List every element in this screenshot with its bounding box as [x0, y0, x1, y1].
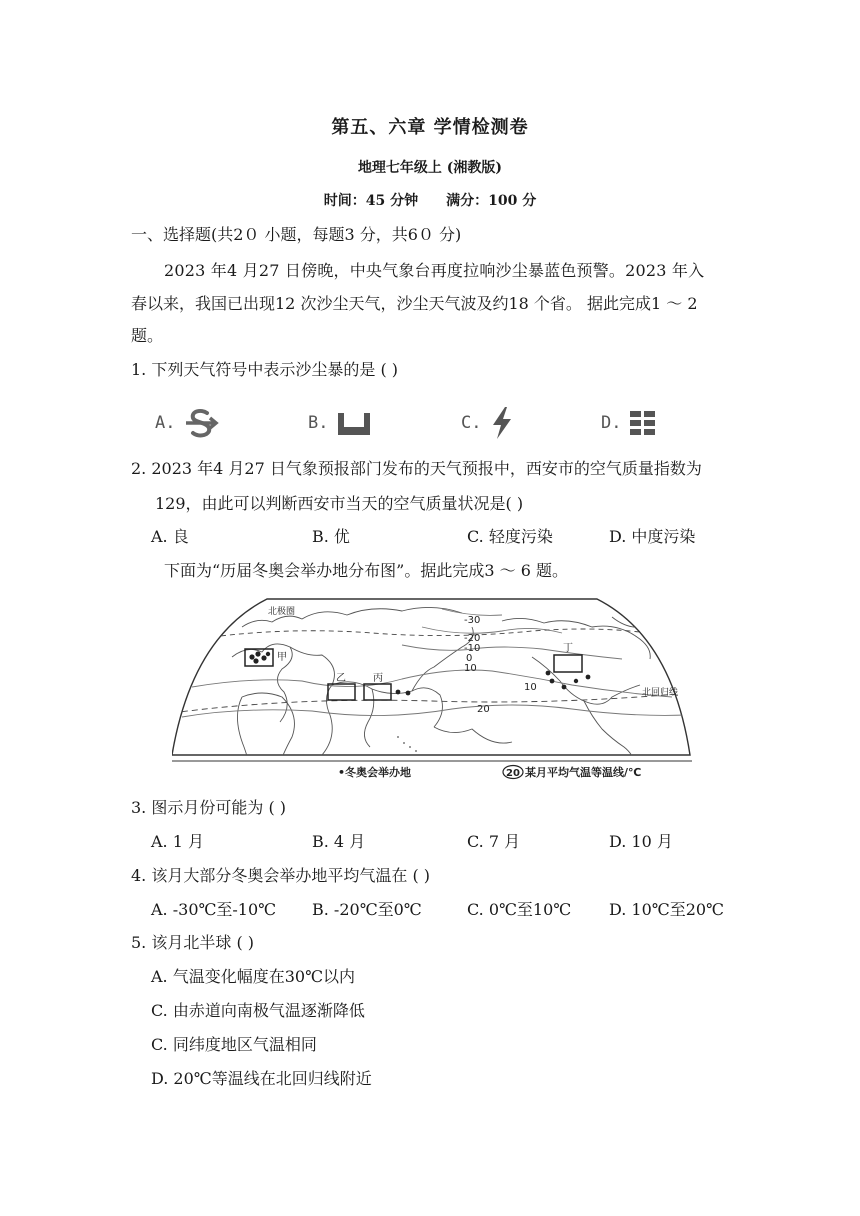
- option-c[interactable]: C. 同纬度地区气温相同: [151, 1035, 317, 1054]
- iso-label: 10: [524, 682, 537, 693]
- page-title: 第五、六章 学情检测卷: [331, 117, 529, 138]
- label-ding: 丁: [563, 643, 573, 654]
- option-c[interactable]: [461, 405, 515, 441]
- question-stem: 2. 2023 年4 月27 日气象预报部门发布的天气预报中，西安市的空气质量指数为: [131, 459, 702, 478]
- option-b[interactable]: C. 由赤道向南极气温逐渐降低: [151, 1001, 365, 1020]
- question-stem: 5. 该月北半球 ( ): [131, 933, 255, 952]
- iso-label: -20: [464, 633, 481, 644]
- arctic-label: 北极圈: [268, 607, 296, 617]
- passage-line: 题。: [131, 326, 164, 345]
- question-stem: 3. 图示月份可能为 ( ): [131, 798, 287, 817]
- option-d[interactable]: D. 20℃等温线在北回归线附近: [151, 1069, 372, 1088]
- iso-label: 0: [466, 653, 473, 664]
- question-stem: 4. 该月大部分冬奥会举办地平均气温在 ( ): [131, 866, 431, 885]
- option-label: D.: [601, 413, 622, 433]
- option-d[interactable]: D. 中度污染: [609, 527, 696, 546]
- option-a[interactable]: [155, 405, 219, 441]
- option-d[interactable]: D. 10 月: [609, 832, 673, 851]
- label-yi: 乙: [336, 673, 346, 684]
- option-c[interactable]: C. 轻度污染: [467, 527, 553, 546]
- option-a[interactable]: A. 1 月: [151, 832, 204, 851]
- option-label: A.: [155, 413, 176, 433]
- sandstorm-symbol-icon: [183, 405, 219, 441]
- passage-line: 春以来，我国已出现12 次沙尘天气，沙尘天气波及约18 个省。 据此完成1 ～ 2: [131, 294, 698, 313]
- page-subtitle: 地理七年级上 (湘教版): [357, 160, 503, 176]
- bracket-symbol-icon: [336, 405, 372, 441]
- option-b[interactable]: B. 4 月: [312, 832, 366, 851]
- option-a[interactable]: A. 气温变化幅度在30℃以内: [151, 967, 355, 986]
- legend-isotherm: 某月平均气温等温线/℃: [525, 766, 642, 779]
- label-bing: 丙: [373, 673, 383, 684]
- tropic-label: 北回归线: [642, 688, 679, 698]
- option-label: C.: [461, 413, 482, 433]
- option-label: B.: [308, 413, 329, 433]
- question-stem: 129，由此可以判断西安市当天的空气质量状况是( ): [155, 494, 524, 513]
- option-b[interactable]: B. 优: [312, 527, 350, 546]
- option-b[interactable]: [308, 405, 372, 441]
- question-stem: 1. 下列天气符号中表示沙尘暴的是 ( ): [131, 360, 399, 379]
- iso-label: 20: [477, 704, 490, 715]
- legend-site: •冬奥会举办地: [338, 766, 412, 779]
- iso-label: -30: [464, 615, 481, 626]
- grid-symbol-icon: [629, 409, 657, 437]
- option-a[interactable]: A. -30℃至-10℃: [151, 900, 277, 919]
- time-info: 时间：45 分钟 满分：100 分: [323, 193, 537, 209]
- option-d[interactable]: [601, 405, 657, 441]
- option-d[interactable]: D. 10℃至20℃: [609, 900, 724, 919]
- section-heading: 一、选择题(共2０ 小题，每题3 分，共6０ 分): [131, 225, 462, 244]
- iso-label: 10: [464, 663, 477, 674]
- label-jia: 甲: [277, 652, 287, 663]
- option-b[interactable]: B. -20℃至0℃: [312, 900, 422, 919]
- winter-olympics-map: [172, 597, 692, 783]
- passage-line: 2023 年4 月27 日傍晚，中央气象台再度拉响沙尘暴蓝色预警。2023 年入: [164, 261, 705, 280]
- iso-label: -10: [464, 643, 481, 654]
- lightning-symbol-icon: [489, 405, 515, 441]
- legend-iso-num: 20: [506, 768, 520, 779]
- map-intro: 下面为“历届冬奥会举办地分布图”。据此完成3 ～ 6 题。: [164, 561, 568, 580]
- option-c[interactable]: C. 7 月: [467, 832, 521, 851]
- option-c[interactable]: C. 0℃至10℃: [467, 900, 572, 919]
- option-a[interactable]: A. 良: [151, 527, 189, 546]
